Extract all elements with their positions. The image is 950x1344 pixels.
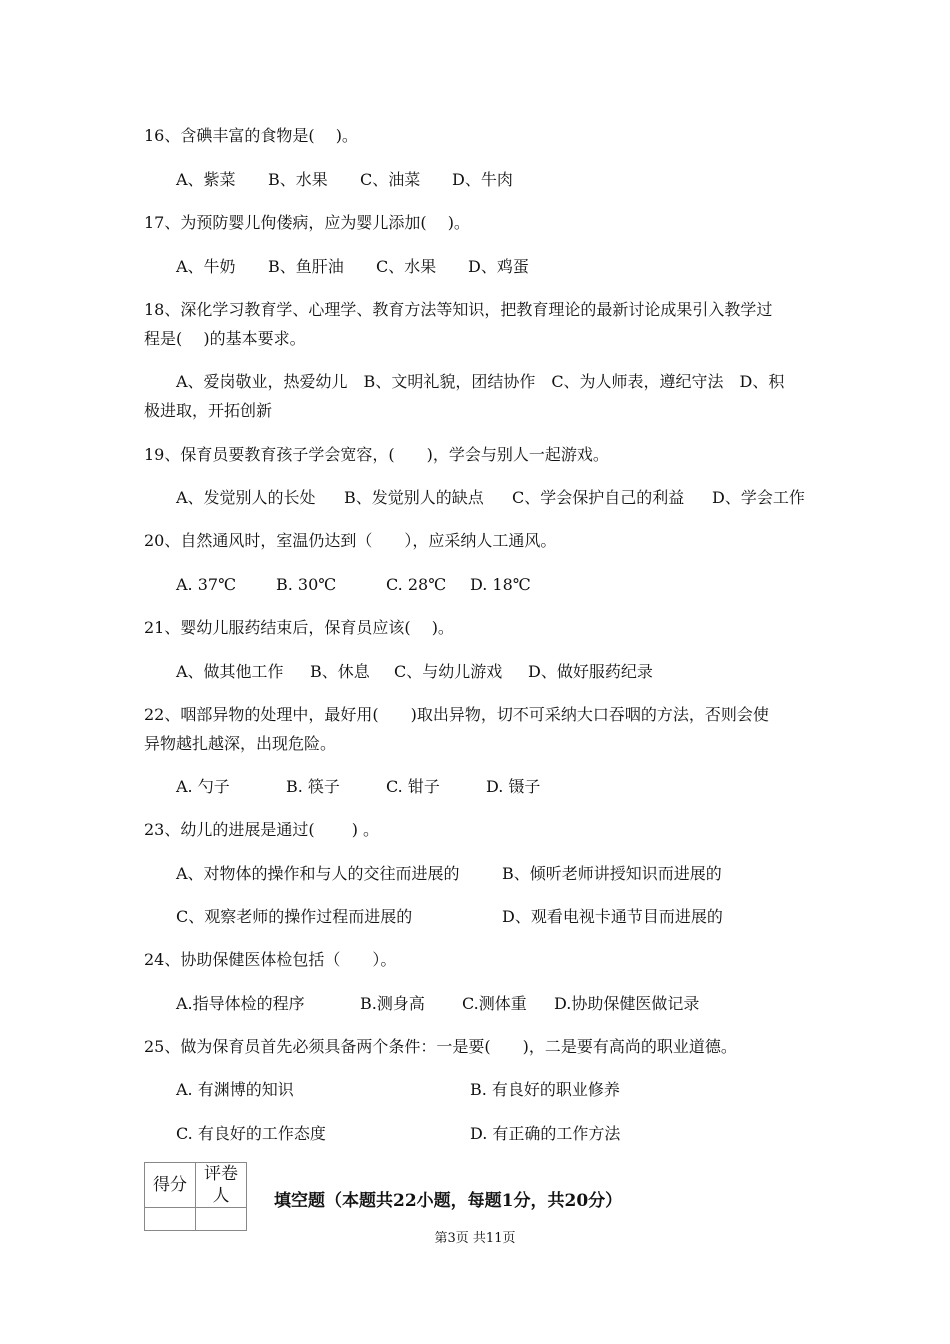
q24-option-c: C.测体重 <box>462 994 527 1013</box>
score-box <box>144 1162 247 1231</box>
question-25: 25、做为保育员首先必须具备两个条件：一是要( )，二是要有高尚的职业道德。 <box>144 1037 737 1056</box>
q18-options-line2: 极进取，开拓创新 <box>144 401 273 420</box>
question-18-line1: 18、深化学习教育学、心理学、教育方法等知识，把教育理论的最新讨论成果引入教学过 <box>144 300 773 319</box>
q25-option-b: B. 有良好的职业修养 <box>470 1080 620 1099</box>
q20-option-d: D. 18℃ <box>470 575 531 594</box>
page-footer: 第3页 共11页 <box>434 1231 516 1246</box>
q17-option-c: C、水果 <box>376 257 437 276</box>
question-19: 19、保育员要教育孩子学会宽容，( )，学会与别人一起游戏。 <box>144 445 609 464</box>
question-17: 17、为预防婴儿佝偻病，应为婴儿添加( )。 <box>144 213 470 232</box>
q24-option-d: D.协助保健医做记录 <box>554 994 700 1013</box>
question-24: 24、协助保健医体检包括（ ）。 <box>144 950 397 969</box>
q19-option-b: B、发觉别人的缺点 <box>344 488 484 507</box>
q17-option-b: B、鱼肝油 <box>268 257 344 276</box>
q21-option-a: A、做其他工作 <box>176 662 284 681</box>
question-23: 23、幼儿的进展是通过( ) 。 <box>144 820 380 839</box>
q20-option-c: C. 28℃ <box>386 575 447 594</box>
question-21: 21、婴幼儿服药结束后，保育员应该( )。 <box>144 618 454 637</box>
score-cell <box>145 1208 196 1231</box>
q22-option-b: B. 筷子 <box>286 777 340 796</box>
q19-option-d: D、学会工作 <box>712 488 805 507</box>
q25-option-a: A. 有渊博的知识 <box>176 1080 294 1099</box>
grader-label: 评卷人 <box>196 1163 247 1208</box>
section-title: 填空题（本题共22小题，每题1分，共20分） <box>274 1191 623 1211</box>
q20-option-b: B. 30℃ <box>276 575 337 594</box>
q23-option-a: A、对物体的操作和与人的交往而进展的 <box>176 864 460 883</box>
q22-option-a: A. 勺子 <box>176 777 230 796</box>
grader-cell <box>196 1208 247 1231</box>
q21-option-b: B、休息 <box>310 662 370 681</box>
q18-options-line1: A、爱岗敬业，热爱幼儿 B、文明礼貌，团结协作 C、为人师表，遵纪守法 D、积 <box>176 372 785 391</box>
q16-option-c: C、油菜 <box>360 170 421 189</box>
q16-option-b: B、水果 <box>268 170 328 189</box>
q22-option-c: C. 钳子 <box>386 777 440 796</box>
q17-option-d: D、鸡蛋 <box>468 257 529 276</box>
q21-option-d: D、做好服药纪录 <box>528 662 653 681</box>
q17-option-a: A、牛奶 <box>176 257 236 276</box>
q22-option-d: D. 镊子 <box>486 777 541 796</box>
q16-option-d: D、牛肉 <box>452 170 513 189</box>
q19-option-c: C、学会保护自己的利益 <box>512 488 685 507</box>
q23-option-c: C、观察老师的操作过程而进展的 <box>176 907 413 926</box>
q21-option-c: C、与幼儿游戏 <box>394 662 503 681</box>
q23-option-b: B、倾听老师讲授知识而进展的 <box>502 864 722 883</box>
question-16: 16、含碘丰富的食物是( )。 <box>144 126 358 145</box>
q24-option-b: B.测身高 <box>360 994 425 1013</box>
q24-option-a: A.指导体检的程序 <box>176 994 305 1013</box>
q25-option-d: D. 有正确的工作方法 <box>470 1124 621 1143</box>
question-18-line2: 程是( )的基本要求。 <box>144 329 306 348</box>
q19-option-a: A、发觉别人的长处 <box>176 488 316 507</box>
question-22-line1: 22、咽部异物的处理中，最好用( )取出异物，切不可采纳大口吞咽的方法，否则会使 <box>144 705 769 724</box>
q16-option-a: A、紫菜 <box>176 170 236 189</box>
q20-option-a: A. 37℃ <box>176 575 236 594</box>
question-22-line2: 异物越扎越深，出现危险。 <box>144 734 337 753</box>
score-label: 得分 <box>145 1163 196 1208</box>
question-20: 20、自然通风时，室温仍达到（ ），应采纳人工通风。 <box>144 531 557 550</box>
q25-option-c: C. 有良好的工作态度 <box>176 1124 326 1143</box>
q23-option-d: D、观看电视卡通节目而进展的 <box>502 907 723 926</box>
